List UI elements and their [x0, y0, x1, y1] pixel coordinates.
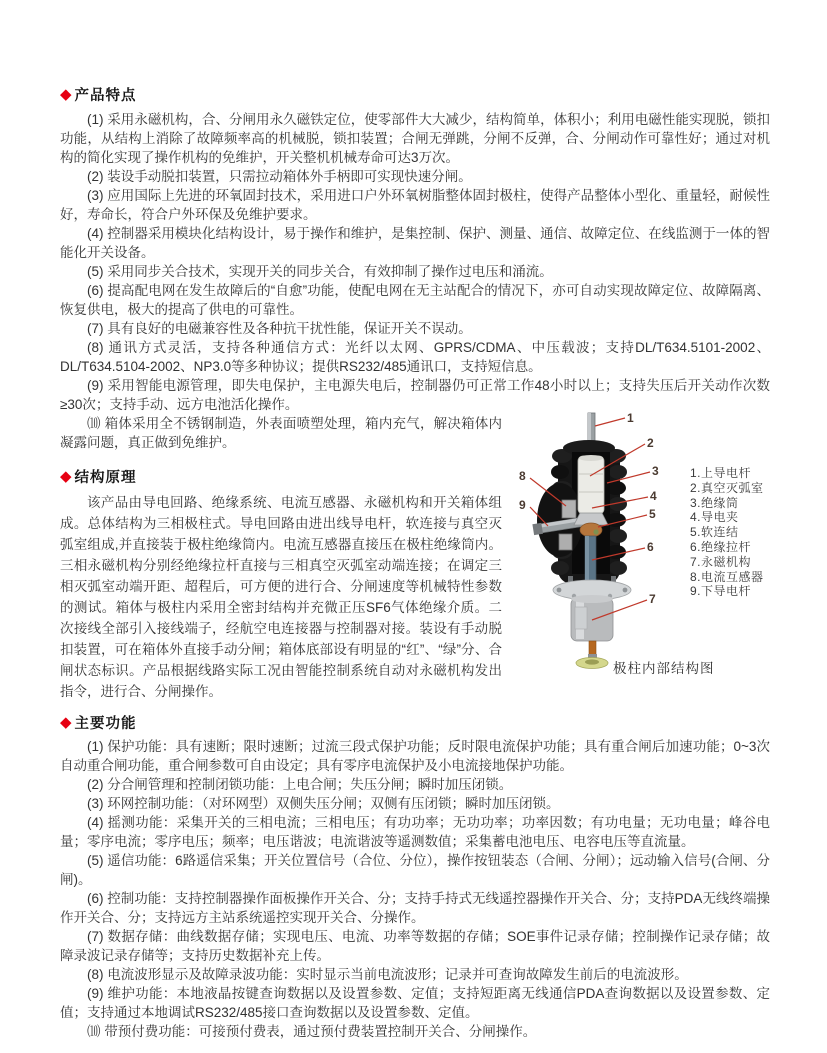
function-item-8: (8) 电流波形显示及故障录波功能：实时显示当前电流波形；记录并可查询故障发生前后的电流波形。 — [87, 967, 688, 982]
features-header — [60, 84, 770, 105]
legend-item-8: 8.电流互感器 — [690, 569, 764, 584]
feature-item-7: (7) 具有良好的电磁兼容性及各种抗干扰性能，保证开关不误动。 — [87, 321, 472, 336]
legend-item-2: 2.真空灭弧室 — [690, 480, 764, 495]
feature-item-8: (8) 通讯方式灵活，支持各种通信方式：光纤以太网、GPRS/CDMA、中压载波；支持DL/T634.5101-2002、DL/T634.5104-2002、NP3.0等多种协议；提供RS232/485通讯口，支持短信息。 — [60, 340, 770, 374]
legend-item-4: 4.导电夹 — [690, 510, 739, 525]
structure-title: 结构原理 — [74, 470, 137, 486]
callout-2: 2 — [647, 436, 654, 450]
callout-6: 6 — [647, 540, 654, 554]
vacuum-interrupter — [578, 455, 604, 514]
callout-8: 8 — [519, 469, 526, 483]
pole-structure-diagram — [512, 408, 770, 684]
structure-paragraph: 该产品由导电回路、绝缘系统、电流互感器、永磁机构和开关箱体组成。总体结构为三相极柱式。导电回路由进出线导电杆，软连接与真空灭弧室组成,并直接装于极柱绝缘筒内。电流互感器直接压在极柱绝缘筒内。三相永磁机构分别经绝缘拉杆直接与三相真空灭弧室动端连接；在调定三相灭弧室动端开距、超程后，可方便的进行合、分闸速度等机械特性参数的测试。箱体与极柱内采用全密封结构并充微正压SF6气体绝缘介质。二次接线全部引入接线端子，经航空电连接器与控制器对接。装设有手动脱扣装置，可在箱体外直接手动分闸；箱体底部设有明显的“红”、“绿”分、合闸状态标识。产品根据线路实际工况由智能控制系统自动对永磁机构发出指令，进行合、分闸操作。 — [60, 495, 502, 699]
function-item-6: (6) 控制功能：支持控制器操作面板操作开关合、分；支持手持式无线遥控器操作开关合、分；支持PDA无线终端操作开关合、分；支持远方主站系统遥控实现开关合、分操作。 — [60, 891, 770, 925]
callout-9: 9 — [519, 498, 526, 512]
feature-item-10: ⑽ 箱体采用全不锈钢制造，外表面喷塑处理，箱内充气，解决箱体内凝露问题，真正做到免维护。 — [60, 416, 502, 450]
diagram-legend — [690, 466, 764, 599]
base-disc — [576, 654, 608, 669]
feature-item-2: (2) 装设手动脱扣装置，只需拉动箱体外手柄即可实现快速分闸。 — [87, 169, 472, 184]
soft-connection — [580, 523, 602, 537]
function-item-7: (7) 数据存储：曲线数据存储；实现电压、电流、功率等数据的存储；SOE事件记录存储；控制操作记录存储；故障录波记录存储等；支持历史数据补充上传。 — [60, 929, 770, 963]
callout-4: 4 — [650, 489, 657, 503]
feature-item-5: (5) 采用同步关合技术，实现开关的同步关合，有效抑制了操作过电压和涌流。 — [87, 264, 553, 279]
legend-item-6: 6.绝缘拉杆 — [690, 539, 752, 554]
diamond-icon: ◆ — [60, 467, 72, 485]
feature-item-1: (1) 采用永磁机构，合、分闸用永久磁铁定位，使零部件大大减少，结构简单，体积小；利用电磁性能实现脱，锁扣功能，从结构上消除了故障频率高的机械脱，锁扣装置；合闸无弹跳，分闸不反弹，合、分闸动作可靠性好；通过对机构的简化实现了操作机构的免维护，开关整机机械寿命可达3万次。 — [60, 112, 770, 165]
diamond-icon: ◆ — [60, 85, 72, 103]
function-item-1: (1) 保护功能：具有速断；限时速断；过流三段式保护功能；反时限电流保护功能；具有重合闸后加速功能；0~3次自动重合闸功能，重合闸参数可自由设定；具有零序电流保护及小电流接地保护功能。 — [60, 739, 770, 773]
function-item-2: (2) 分合闸管理和控制闭锁功能：上电合闸；失压分闸；瞬时加压闭锁。 — [87, 777, 513, 792]
structure-header — [60, 466, 502, 487]
feature-item-6: (6) 提高配电网在发生故障后的“自愈”功能，使配电网在无主站配合的情况下，亦可自动实现故障定位、故障隔离、恢复供电，极大的提高了供电的可靠性。 — [60, 283, 770, 317]
feature-item-9: (9) 采用智能电源管理，即失电保护，主电源失电后，控制器仍可正常工作48小时以上；支持失压后开关动作次数≥30次；支持手动、远方电池活化操作。 — [60, 378, 770, 412]
legend-item-7: 7.永磁机构 — [690, 554, 752, 569]
function-item-4: (4) 摇测功能：采集开关的三相电流；三相电压；有功功率；无功功率；功率因数；有功电量；无功电量；峰谷电量；零序电流；零序电压；频率；电压谐波；电流谐波等遥测数值；采集蓄电池电压、电容电压等直流量。 — [60, 815, 770, 849]
permanent-magnet-actuator — [571, 595, 613, 641]
callout-5: 5 — [649, 507, 656, 521]
features-title: 产品特点 — [74, 88, 137, 104]
functions-title: 主要功能 — [74, 716, 137, 732]
callout-7: 7 — [649, 592, 656, 606]
function-item-9: (9) 维护功能：本地液晶按键查询数据以及设置参数、定值；支持短距离无线通信PDA查询数据以及设置参数、定值；支持通过本地调试RS232/485接口查询数据以及设置参数、定值。 — [60, 986, 770, 1020]
functions-header — [60, 712, 770, 733]
legend-item-5: 5.软连结 — [690, 525, 739, 540]
feature-item-3: (3) 应用国际上先进的环氧固封技术，采用进口户外环氧树脂整体固封极柱，使得产品整体小型化、重量轻，耐候性好，寿命长，符合户外环保及免维护要求。 — [60, 188, 770, 222]
section-main-functions — [60, 702, 770, 1041]
callout-1: 1 — [627, 411, 634, 425]
diagram-caption: 极柱内部结构图 — [613, 661, 715, 676]
diamond-icon: ◆ — [60, 713, 72, 731]
function-item-10: ⑽ 带预付费功能：可接预付费表，通过预付费装置控制开关合、分闸操作。 — [87, 1024, 537, 1039]
legend-item-9: 9.下导电杆 — [690, 584, 752, 599]
callout-3: 3 — [652, 464, 659, 478]
function-item-3: (3) 环网控制功能：（对环网型）双侧失压分闸；双侧有压闭锁；瞬时加压闭锁。 — [87, 796, 560, 811]
feature-item-4: (4) 控制器采用模块化结构设计，易于操作和维护，是集控制、保护、测量、通信、故障定位、在线监测于一体的智能化开关设备。 — [60, 226, 770, 260]
legend-item-1: 1.上导电杆 — [690, 466, 752, 480]
function-item-5: (5) 遥信功能：6路遥信采集；开关位置信号（合位、分位），操作按钮装态（合闸、分闸）；远动输入信号(合闸、分闸)。 — [60, 853, 770, 887]
legend-item-3: 3.绝缘筒 — [690, 495, 739, 510]
